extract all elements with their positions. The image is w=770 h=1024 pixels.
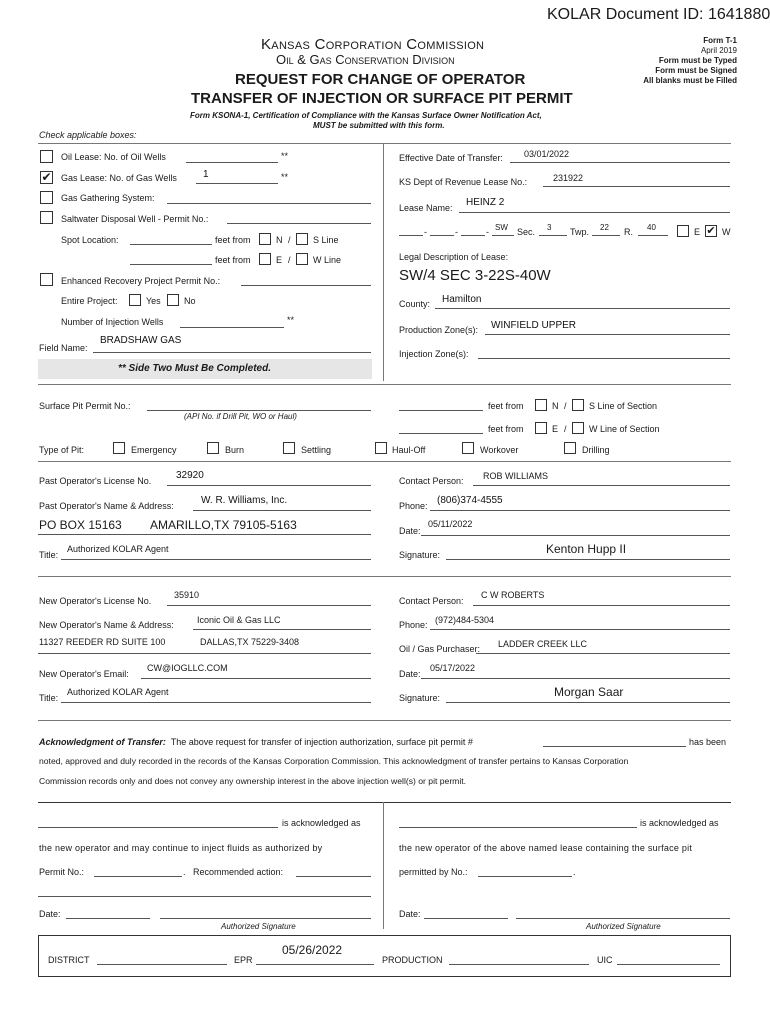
ack-left-blank-field[interactable] — [38, 896, 371, 897]
loc-q4-field[interactable] — [492, 235, 514, 236]
past-signature-value: Kenton Hupp II — [546, 542, 627, 556]
new-contact-value: C W ROBERTS — [481, 590, 545, 600]
range-field[interactable] — [638, 235, 668, 236]
form-number: Form T-1 — [703, 36, 737, 45]
new-address-line2: DALLAS,TX 75229-3408 — [200, 637, 300, 647]
spot-ns-slash: / — [288, 235, 291, 245]
form-title-line1: REQUEST FOR CHANGE OF OPERATOR — [235, 71, 526, 88]
ack-pit-permit-field[interactable] — [543, 746, 686, 747]
new-license-value: 35910 — [174, 590, 200, 600]
county-label: County: — [399, 299, 431, 309]
new-signature-value: Morgan Saar — [554, 685, 624, 699]
range-label: R. — [624, 227, 633, 237]
new-signature-label: Signature: — [399, 693, 441, 703]
loc-q3-field[interactable] — [461, 235, 485, 236]
ack-left-name-field[interactable] — [38, 827, 278, 828]
pit-ns-feet-from: feet from — [488, 401, 524, 411]
ack-permit-no-field[interactable] — [94, 876, 182, 877]
district-label: DISTRICT — [48, 955, 90, 965]
spot-w-line-label: W Line — [313, 255, 342, 265]
new-name-field[interactable] — [193, 629, 371, 630]
ksona-note-line1: Form KSONA-1, Certification of Compliance with the Kansas Surface Owner Notification Act, — [190, 111, 542, 120]
ack-left-auth-sig: Authorized Signature — [221, 922, 296, 931]
production-zone-value: WINFIELD UPPER — [491, 320, 577, 331]
pit-type-drilling-checkbox[interactable] — [564, 442, 576, 454]
ack-right-auth-sig: Authorized Signature — [586, 922, 661, 931]
gas-wells-value: 1 — [203, 169, 209, 180]
pit-ew-slash: / — [564, 424, 567, 434]
spot-location-label: Spot Location: — [61, 235, 119, 245]
section-divider-ack-bottom — [38, 802, 731, 803]
epr-value: 05/26/2022 — [282, 943, 343, 957]
past-title-field[interactable] — [61, 559, 371, 560]
entire-project-no-checkbox[interactable] — [167, 294, 179, 306]
county-value: Hamilton — [442, 294, 482, 305]
oil-wells-stars: ** — [281, 151, 289, 161]
ack-text1: The above request for transfer of injection authorization, surface pit permit # — [170, 737, 473, 747]
pit-e-label: E — [552, 424, 559, 434]
past-date-value: 05/11/2022 — [428, 519, 473, 529]
new-date-value: 05/17/2022 — [430, 663, 476, 673]
field-name-label: Field Name: — [39, 343, 88, 353]
ack-left-date-label: Date: — [39, 909, 61, 919]
swd-checkbox[interactable] — [40, 211, 53, 224]
injection-zone-field[interactable] — [478, 358, 730, 359]
new-purchaser-field[interactable] — [476, 653, 730, 654]
new-phone-field[interactable] — [430, 629, 730, 630]
pit-w-checkbox[interactable] — [572, 422, 584, 434]
past-title-label: Title: — [39, 550, 59, 560]
pit-ew-feet-from: feet from — [488, 424, 524, 434]
ksona-note-line2: MUST be submitted with this form. — [313, 121, 445, 130]
ack-permit-no-period: . — [183, 867, 186, 877]
pit-type-workover-checkbox[interactable] — [462, 442, 474, 454]
sec-value: 3 — [547, 223, 552, 232]
injection-wells-stars: ** — [287, 315, 295, 325]
new-name-value: Iconic Oil & Gas LLC — [197, 615, 281, 625]
new-date-field[interactable] — [421, 678, 730, 679]
ack-right-signature-field[interactable] — [516, 918, 730, 919]
new-date-label: Date: — [399, 669, 421, 679]
new-purchaser-value: LADDER CREEK LLC — [498, 639, 588, 649]
loc-sep-2: - — [455, 227, 458, 237]
effective-date-field[interactable] — [510, 162, 730, 163]
spot-w-checkbox[interactable] — [296, 253, 308, 265]
gas-wells-stars: ** — [281, 172, 289, 182]
new-address-line1: 11327 REEDER RD SUITE 100 — [39, 637, 166, 647]
gas-gathering-checkbox[interactable] — [40, 191, 53, 204]
district-field[interactable] — [97, 964, 227, 965]
pit-ns-feet-field[interactable] — [399, 410, 483, 411]
check-applicable-label: Check applicable boxes: — [39, 130, 137, 140]
ks-dept-value: 231922 — [553, 173, 584, 183]
ack-permitted-by-period: . — [573, 867, 576, 877]
loc-quarter-value: SW — [495, 223, 508, 232]
past-phone-field[interactable] — [430, 510, 730, 511]
agency-name: Kansas Corporation Commission — [261, 36, 485, 53]
new-email-label: New Operator's Email: — [39, 669, 129, 679]
ks-dept-label: KS Dept of Revenue Lease No.: — [399, 177, 528, 187]
county-field[interactable] — [435, 308, 730, 309]
pit-type-burn-checkbox[interactable] — [207, 442, 219, 454]
past-name-field[interactable] — [193, 510, 371, 511]
injection-wells-label: Number of Injection Wells — [61, 317, 164, 327]
past-date-label: Date: — [399, 526, 421, 536]
loc-q2-field[interactable] — [430, 235, 454, 236]
epr-label: EPR — [234, 955, 253, 965]
past-signature-label: Signature: — [399, 550, 441, 560]
past-contact-value: ROB WILLIAMS — [483, 471, 549, 481]
new-purchaser-label: Oil / Gas Purchaser: — [399, 644, 481, 654]
uic-label: UIC — [597, 955, 613, 965]
pit-type-workover-label: Workover — [480, 445, 519, 455]
spot-ew-feet-from: feet from — [215, 255, 251, 265]
ack-left-is-ack: is acknowledged as — [282, 818, 361, 828]
epr-field[interactable] — [256, 964, 374, 965]
past-contact-label: Contact Person: — [399, 476, 464, 486]
ack-permitted-by-field[interactable] — [478, 876, 572, 877]
past-address-line1: PO BOX 15163 — [39, 518, 122, 532]
production-field[interactable] — [449, 964, 589, 965]
twp-value: 22 — [600, 223, 609, 232]
spot-e-label: E — [276, 255, 283, 265]
ks-dept-field[interactable] — [543, 186, 730, 187]
spot-s-checkbox[interactable] — [296, 233, 308, 245]
past-phone-label: Phone: — [399, 501, 428, 511]
pit-type-settling-checkbox[interactable] — [283, 442, 295, 454]
loc-sep-3: - — [486, 227, 489, 237]
column-divider — [383, 143, 384, 381]
twp-label: Twp. — [570, 227, 590, 237]
section-divider-ack — [38, 720, 731, 721]
lease-name-field[interactable] — [459, 212, 730, 213]
ack-column-divider — [383, 802, 384, 929]
gas-gathering-label: Gas Gathering System: — [61, 193, 155, 203]
injection-zone-label: Injection Zone(s): — [399, 349, 469, 359]
ack-text2: noted, approved and duly recorded in the records of the Kansas Corporation Commission. This acknowledgment of transfer pertains to Kansas Corporation — [39, 756, 629, 766]
ack-right-date-field[interactable] — [424, 918, 508, 919]
ack-right-text: the new operator of the above named lease containing the surface pit — [399, 843, 693, 853]
pit-type-drilling-label: Drilling — [582, 445, 610, 455]
division-name: Oil & Gas Conservation Division — [276, 52, 455, 67]
spot-ns-feet-from: feet from — [215, 235, 251, 245]
injection-wells-field[interactable] — [180, 327, 284, 328]
pit-ew-feet-field[interactable] — [399, 433, 483, 434]
loc-sep-1: - — [424, 227, 427, 237]
production-zone-field[interactable] — [485, 334, 730, 335]
past-address-line2: AMARILLO,TX 79105-5163 — [150, 518, 297, 532]
new-signature-field[interactable] — [446, 702, 730, 703]
section-divider-pit — [38, 384, 731, 385]
gas-lease-checkbox[interactable]: ✔ — [41, 170, 52, 184]
ack-left-text: the new operator and may continue to inject fluids as authorized by — [39, 843, 323, 853]
pit-ns-slash: / — [564, 401, 567, 411]
legal-desc-label: Legal Description of Lease: — [399, 252, 509, 262]
past-contact-field[interactable] — [473, 485, 730, 486]
loc-q1-field[interactable] — [399, 235, 423, 236]
pit-api-note: (API No. if Drill Pit, WO or Haul) — [184, 412, 297, 421]
lease-name-label: Lease Name: — [399, 203, 453, 213]
pit-w-line-label: W Line of Section — [589, 424, 660, 434]
past-name-value: W. R. Williams, Inc. — [201, 495, 288, 506]
ack-recommended-field[interactable] — [296, 876, 371, 877]
lease-name-value: HEINZ 2 — [466, 197, 505, 208]
range-e-checkbox[interactable] — [677, 225, 689, 237]
sec-field[interactable] — [539, 235, 567, 236]
twp-field[interactable] — [592, 235, 620, 236]
spot-e-checkbox[interactable] — [259, 253, 271, 265]
ack-text3: Commission records only and does not convey any ownership interest in the above injection well(s) or pit permit. — [39, 776, 467, 786]
past-license-value: 32920 — [176, 470, 204, 481]
range-w-label: W — [722, 227, 731, 237]
effective-date-value: 03/01/2022 — [524, 149, 570, 159]
section-divider-past — [38, 461, 731, 462]
new-title-field[interactable] — [61, 702, 371, 703]
oil-lease-label: Oil Lease: No. of Oil Wells — [61, 152, 166, 162]
gas-gathering-field[interactable] — [167, 203, 371, 204]
form-title-line2: TRANSFER OF INJECTION OR SURFACE PIT PERMIT — [191, 90, 573, 107]
production-zone-label: Production Zone(s): — [399, 325, 479, 335]
requirement-signed: Form must be Signed — [655, 66, 737, 75]
ack-recommended-label: Recommended action: — [193, 867, 284, 877]
legal-desc-value: SW/4 SEC 3-22S-40W — [399, 267, 551, 284]
ack-right-name-field[interactable] — [399, 827, 637, 828]
past-phone-value: (806)374-4555 — [437, 495, 503, 506]
ack-right-date-label: Date: — [399, 909, 421, 919]
ack-left-date-field[interactable] — [66, 918, 150, 919]
uic-field[interactable] — [617, 964, 720, 965]
range-value: 40 — [647, 223, 656, 232]
ack-permitted-by-label: permitted by No.: — [399, 867, 468, 877]
eor-checkbox[interactable] — [40, 273, 53, 286]
oil-wells-field[interactable] — [186, 162, 278, 163]
ack-permit-no-label: Permit No.: — [39, 867, 85, 877]
requirement-typed: Form must be Typed — [658, 56, 737, 65]
spot-ns-feet-field[interactable] — [130, 244, 212, 245]
pit-n-checkbox[interactable] — [535, 399, 547, 411]
new-phone-label: Phone: — [399, 620, 428, 630]
gas-lease-label: Gas Lease: No. of Gas Wells — [61, 173, 177, 183]
eor-permit-label: Enhanced Recovery Project Permit No.: — [61, 276, 221, 286]
section-divider-top — [38, 143, 731, 144]
new-phone-value: (972)484-5304 — [435, 615, 495, 625]
ack-line1 — [39, 738, 473, 747]
entire-project-no-label: No — [184, 296, 196, 306]
spot-ew-slash: / — [288, 255, 291, 265]
range-w-checkbox[interactable]: ✔ — [706, 225, 716, 237]
new-address-field[interactable] — [38, 653, 371, 654]
swd-permit-label: Saltwater Disposal Well - Permit No.: — [61, 214, 209, 224]
past-signature-field[interactable] — [446, 559, 730, 560]
spot-n-label: N — [276, 235, 283, 245]
side-two-banner — [38, 359, 372, 379]
document-id: KOLAR Document ID: 1641880 — [547, 6, 770, 23]
ack-right-is-ack: is acknowledged as — [640, 818, 719, 828]
new-license-label: New Operator's License No. — [39, 596, 152, 606]
pit-type-hauloff-checkbox[interactable] — [375, 442, 387, 454]
pit-type-emergency-checkbox[interactable] — [113, 442, 125, 454]
entire-project-yes-checkbox[interactable] — [129, 294, 141, 306]
new-email-field[interactable] — [141, 678, 371, 679]
pit-n-label: N — [552, 401, 559, 411]
ack-left-signature-field[interactable] — [160, 918, 371, 919]
past-name-label: Past Operator's Name & Address: — [39, 501, 174, 511]
effective-date-label: Effective Date of Transfer: — [399, 153, 503, 163]
field-name-value: BRADSHAW GAS — [100, 335, 182, 346]
new-name-label: New Operator's Name & Address: — [39, 620, 174, 630]
pit-permit-field[interactable] — [147, 410, 371, 411]
past-title-value: Authorized KOLAR Agent — [67, 544, 169, 554]
spot-n-checkbox[interactable] — [259, 233, 271, 245]
gas-wells-field[interactable] — [196, 183, 278, 184]
new-contact-label: Contact Person: — [399, 596, 464, 606]
past-license-field[interactable] — [167, 485, 371, 486]
new-contact-field[interactable] — [473, 605, 730, 606]
spot-s-line-label: S Line — [313, 235, 339, 245]
pit-e-checkbox[interactable] — [535, 422, 547, 434]
field-name-field[interactable] — [93, 352, 371, 353]
swd-permit-field[interactable] — [227, 223, 371, 224]
sec-label: Sec. — [517, 227, 536, 237]
spot-ew-feet-field[interactable] — [130, 264, 212, 265]
form-revision-date: April 2019 — [700, 46, 737, 55]
pit-type-settling-label: Settling — [301, 445, 332, 455]
ack-heading: Acknowledgment of Transfer: — [39, 737, 166, 747]
past-date-field[interactable] — [421, 535, 730, 536]
new-title-value: Authorized KOLAR Agent — [67, 687, 169, 697]
entire-project-yes-label: Yes — [146, 296, 161, 306]
range-e-label: E — [694, 227, 701, 237]
ack-has-been: has been — [689, 737, 727, 747]
eor-permit-field[interactable] — [241, 285, 371, 286]
pit-permit-label: Surface Pit Permit No.: — [39, 401, 131, 411]
new-license-field[interactable] — [167, 605, 371, 606]
production-label: PRODUCTION — [382, 955, 443, 965]
requirement-filled: All blanks must be Filled — [643, 76, 737, 85]
pit-type-hauloff-label: Haul-Off — [392, 445, 426, 455]
oil-lease-checkbox[interactable] — [40, 150, 53, 163]
pit-type-label: Type of Pit: — [39, 445, 85, 455]
new-title-label: Title: — [39, 693, 59, 703]
new-email-value: CW@IOGLLC.COM — [147, 663, 228, 673]
pit-type-burn-label: Burn — [225, 445, 245, 455]
section-divider-new — [38, 576, 731, 577]
past-license-label: Past Operator's License No. — [39, 476, 152, 486]
pit-s-line-label: S Line of Section — [589, 401, 658, 411]
past-address-field[interactable] — [38, 534, 371, 535]
pit-s-checkbox[interactable] — [572, 399, 584, 411]
pit-type-emergency-label: Emergency — [131, 445, 177, 455]
entire-project-label: Entire Project: — [61, 296, 118, 306]
side-two-text: ** Side Two Must Be Completed. — [118, 363, 271, 374]
